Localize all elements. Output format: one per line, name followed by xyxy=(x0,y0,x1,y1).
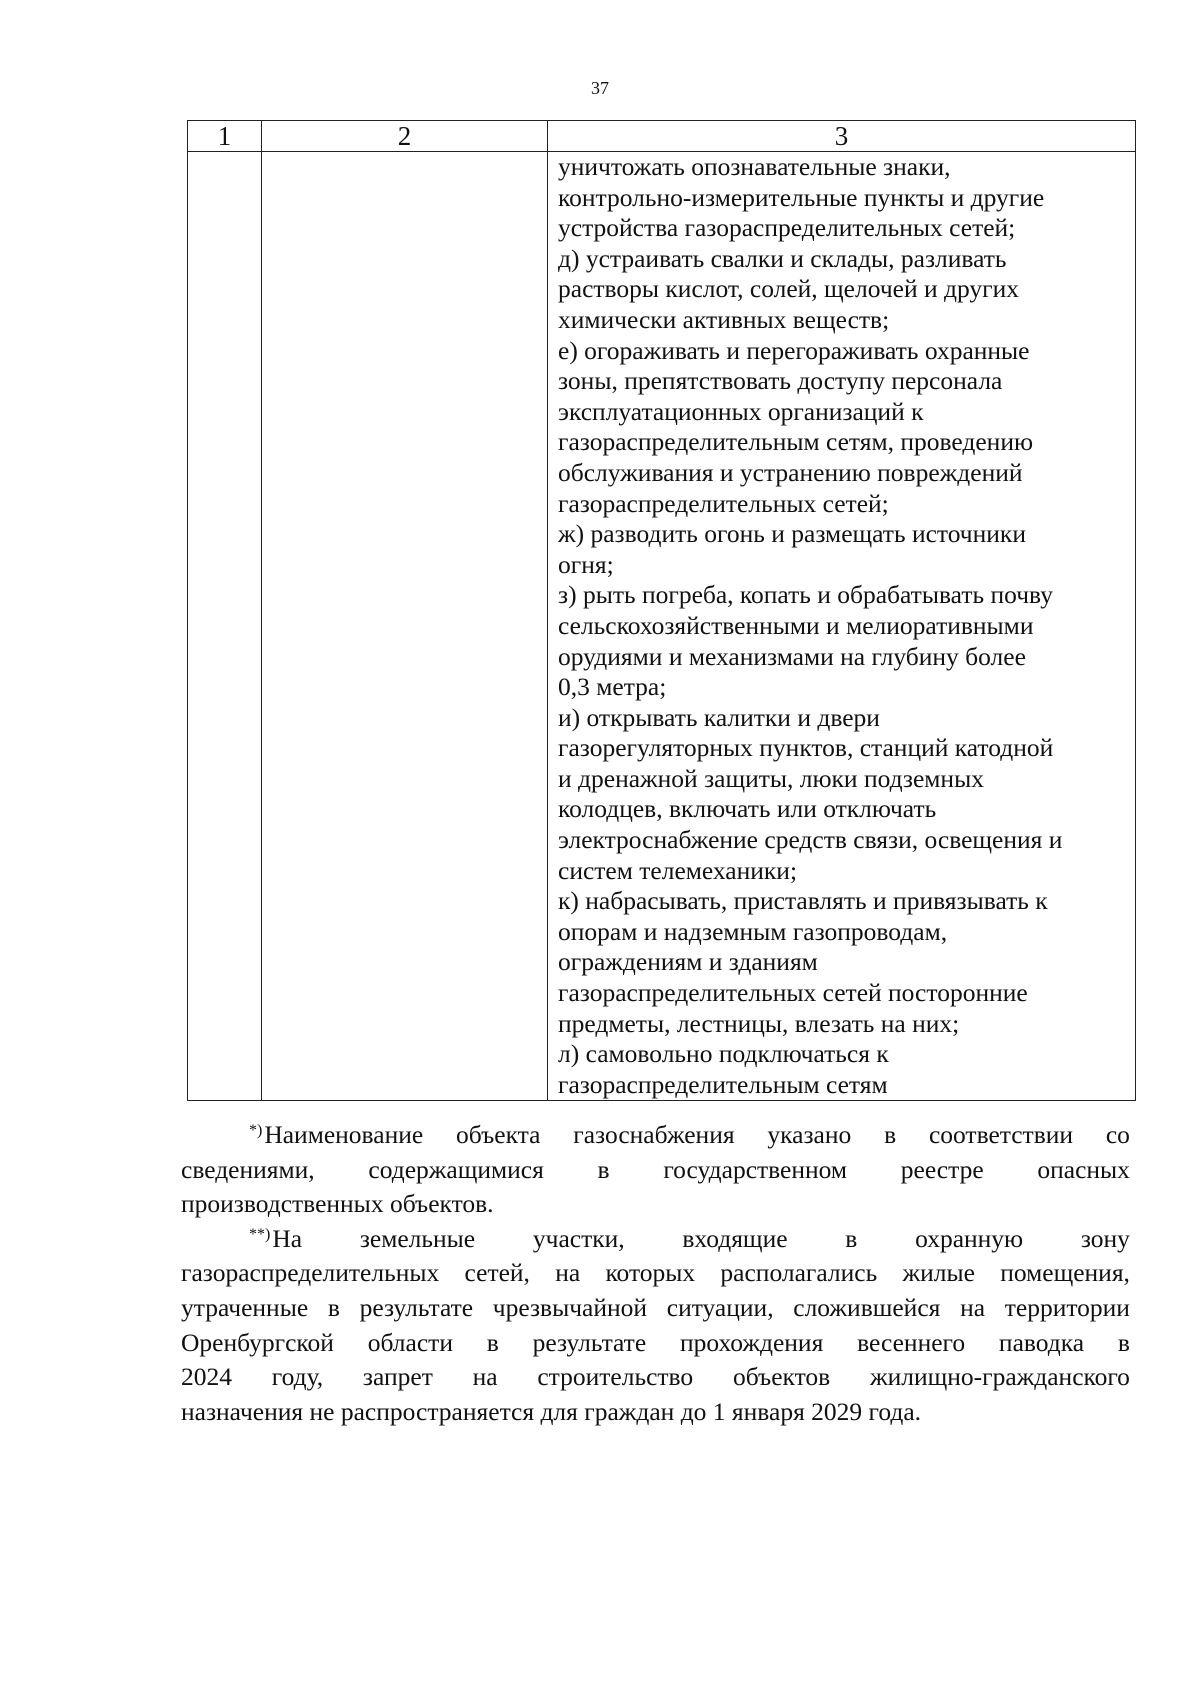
restriction-line: устройства газораспределительных сетей; xyxy=(558,213,1016,243)
footnote-word: сетей, xyxy=(464,1258,530,1288)
footnote-1-line: производственных объектов. xyxy=(181,1189,494,1219)
restrictions-text xyxy=(548,152,1135,1100)
restriction-line: огня; xyxy=(558,549,614,579)
restriction-line: з) рыть погреба, копать и обрабатывать почву xyxy=(558,580,1053,610)
restriction-line: газораспределительным сетям, проведению xyxy=(558,427,1034,457)
footnote-2 xyxy=(181,1222,1130,1430)
footnote-word: которых xyxy=(605,1258,696,1288)
restriction-line: газораспределительным сетям xyxy=(558,1069,888,1099)
footnote-word: году, xyxy=(271,1362,324,1392)
restriction-line: колодцев, включать или отключать xyxy=(558,794,937,824)
restriction-line: уничтожать опознавательные знаки, xyxy=(558,152,951,181)
footnote-word: газораспределительных xyxy=(181,1258,440,1288)
restriction-line: орудиями и механизмами на глубину более xyxy=(558,641,1026,671)
footnote-2-line xyxy=(181,1360,1130,1395)
page-number: 37 xyxy=(591,78,609,98)
restriction-line: контрольно-измерительные пункты и другие xyxy=(558,182,1045,212)
footnote-word: ситуации, xyxy=(666,1292,774,1322)
footnote-word: На xyxy=(272,1223,303,1253)
restriction-line: опорам и надземным газопроводам, xyxy=(558,916,948,946)
footnote-word: территории xyxy=(1004,1292,1130,1322)
footnote-word: объекта xyxy=(456,1120,541,1149)
cell-col1 xyxy=(188,152,262,1101)
restrictions-table xyxy=(187,120,1136,1101)
cell-col3 xyxy=(548,152,1136,1101)
footnote-word: помещения, xyxy=(1000,1258,1130,1288)
footnote-word: весеннего xyxy=(857,1327,966,1357)
restriction-line: газорегуляторных пунктов, станций катодной xyxy=(558,733,1054,763)
restriction-line: ж) разводить огонь и размещать источники xyxy=(558,519,1026,549)
footnote-word: располагались xyxy=(720,1258,878,1288)
footnote-word: со xyxy=(1105,1120,1130,1149)
footnote-2-line: назначения не распространяется для граждан до 1 января 2029 года. xyxy=(181,1396,922,1426)
footnote-word: сведениями, xyxy=(181,1154,315,1184)
restriction-line: систем телемеханики; xyxy=(558,855,798,885)
footnote-word: содержащимися xyxy=(368,1154,544,1184)
footnote-word: результате xyxy=(532,1327,647,1357)
restriction-line: д) устраивать свалки и склады, разливать xyxy=(558,243,1007,273)
footnote-word: паводка xyxy=(998,1327,1085,1357)
footnote-word: соответствии xyxy=(928,1120,1074,1149)
footnote-word: зону xyxy=(1080,1223,1130,1253)
footnote-word: утраченные xyxy=(181,1292,309,1322)
footnote-word: Оренбургской xyxy=(181,1327,334,1357)
cell-col2 xyxy=(262,152,548,1101)
footnote-word: на xyxy=(960,1292,986,1322)
restriction-line: растворы кислот, солей, щелочей и других xyxy=(558,274,1019,304)
footnote-word: результате xyxy=(359,1292,474,1322)
table-header-row xyxy=(188,121,1136,152)
restriction-line: ограждениям и зданиям xyxy=(558,947,818,977)
column-header-1: 1 xyxy=(188,121,262,152)
footnote-marker: *) xyxy=(249,1122,263,1139)
footnote-2-line xyxy=(181,1222,1130,1257)
footnote-word: в xyxy=(884,1120,897,1149)
restriction-line: предметы, лестницы, влезать на них; xyxy=(558,1008,960,1038)
table-row xyxy=(188,152,1136,1101)
restriction-line: зоны, препятствовать доступу персонала xyxy=(558,366,1003,396)
restriction-line: газораспределительных сетей посторонние xyxy=(558,978,1028,1008)
footnote-1-line xyxy=(181,1153,1130,1188)
footnote-word: на xyxy=(472,1362,498,1392)
footnote-1 xyxy=(181,1118,1130,1222)
footnote-word-with-marker xyxy=(249,1222,302,1257)
restriction-line: электроснабжение средств связи, освещения и xyxy=(558,825,1063,855)
footnote-word: участки, xyxy=(532,1223,625,1253)
restriction-line: и дренажной защиты, люки подземных xyxy=(558,763,984,793)
footnote-word: опасных xyxy=(1037,1154,1130,1184)
footnote-word-with-marker xyxy=(249,1118,423,1153)
footnote-word: в xyxy=(597,1154,610,1184)
restriction-line: и) открывать калитки и двери xyxy=(558,702,880,732)
footnote-2-body xyxy=(181,1256,1130,1394)
footnote-word: входящие xyxy=(682,1223,788,1253)
footnote-word: реестре xyxy=(900,1154,984,1184)
column-header-2: 2 xyxy=(262,121,548,152)
footnote-1-line xyxy=(181,1118,1130,1153)
footnote-word: газоснабжения xyxy=(573,1120,735,1149)
restriction-line: к) набрасывать, приставлять и привязывать к xyxy=(558,886,1048,916)
footnotes xyxy=(181,1118,1130,1429)
restriction-line: газораспределительных сетей; xyxy=(558,488,889,518)
footnote-word: в xyxy=(486,1327,499,1357)
footnote-word: области xyxy=(367,1327,453,1357)
restriction-line: 0,3 метра; xyxy=(558,672,667,702)
footnote-marker: **) xyxy=(249,1225,271,1243)
footnote-word: земельные xyxy=(359,1223,476,1253)
footnote-word: в xyxy=(327,1292,340,1322)
footnote-word: Наименование xyxy=(264,1120,424,1149)
footnote-word: на xyxy=(555,1258,581,1288)
restriction-line: обслуживания и устранению повреждений xyxy=(558,457,1023,487)
footnote-word: жилые xyxy=(902,1258,975,1288)
column-header-3: 3 xyxy=(548,121,1136,152)
footnote-word: жилищно-гражданского xyxy=(869,1362,1130,1392)
footnote-2-line xyxy=(181,1256,1130,1291)
footnote-2-line xyxy=(181,1326,1130,1361)
footnote-word: указано xyxy=(767,1120,852,1149)
footnote-word: 2024 xyxy=(181,1362,232,1392)
restriction-line: л) самовольно подключаться к xyxy=(558,1039,889,1069)
footnote-word: в xyxy=(1117,1327,1130,1357)
footnote-word: государственном xyxy=(663,1154,848,1184)
restriction-line: химически активных веществ; xyxy=(558,304,890,334)
footnote-word: сложившейся xyxy=(793,1292,941,1322)
footnote-word: запрет xyxy=(362,1362,433,1392)
restriction-line: е) огораживать и перегораживать охранные xyxy=(558,335,1030,365)
restriction-line: сельскохозяйственными и мелиоративными xyxy=(558,610,1034,640)
footnote-word: в xyxy=(845,1223,858,1253)
restriction-line: эксплуатационных организаций к xyxy=(558,396,924,426)
footnote-word: охранную xyxy=(915,1223,1024,1253)
footnote-2-line xyxy=(181,1291,1130,1326)
footnote-word: строительство xyxy=(537,1362,694,1392)
footnote-word: объектов xyxy=(732,1362,831,1392)
footnote-word: чрезвычайной xyxy=(492,1292,648,1322)
footnote-word: прохождения xyxy=(679,1327,824,1357)
